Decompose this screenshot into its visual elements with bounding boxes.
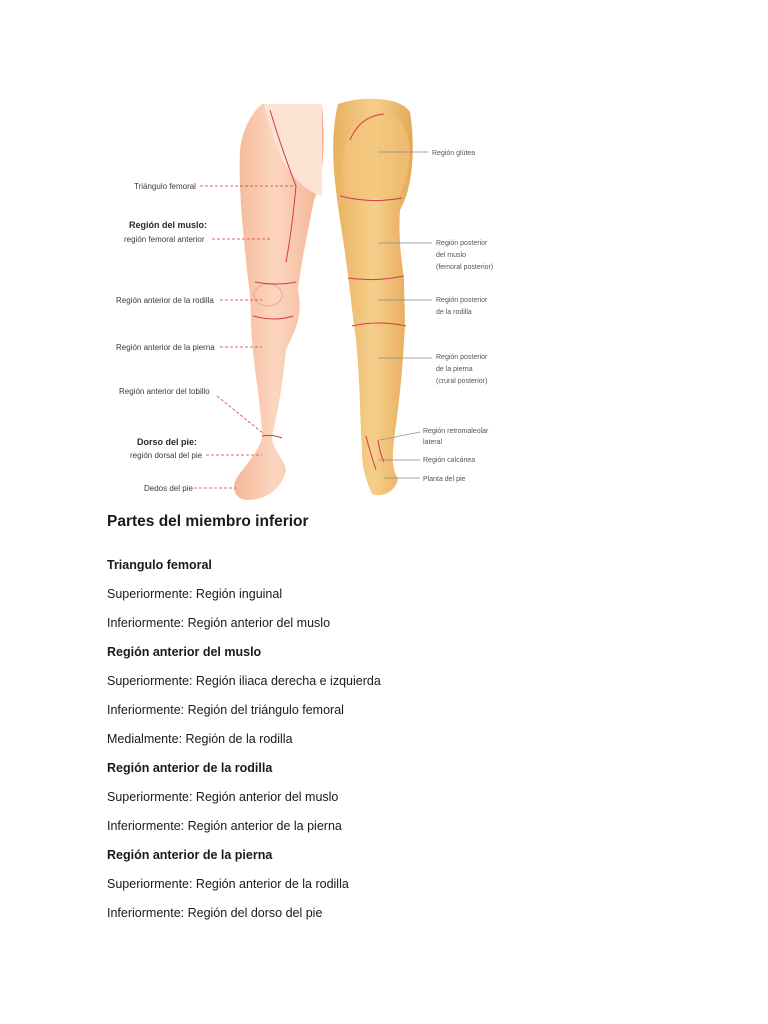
label-pierna-posterior-3: (crural posterior)	[436, 378, 488, 385]
anterior-leg	[234, 104, 323, 500]
label-planta-pie: Planta del pie	[423, 476, 466, 483]
label-dorso-pie: Dorso del pie:	[137, 437, 198, 447]
label-triangulo-femoral: Triángulo femoral	[134, 182, 196, 191]
label-region-femoral-anterior: región femoral anterior	[124, 235, 205, 244]
label-rodilla-anterior: Región anterior de la rodilla	[116, 296, 214, 305]
label-muslo-posterior-3: (femoral posterior)	[436, 264, 494, 271]
label-pierna-posterior-1: Región posterior	[436, 354, 488, 361]
text-line: Superiormente: Región iliaca derecha e izquierda	[107, 674, 381, 688]
document-text	[107, 512, 707, 928]
label-dedos-pie: Dedos del pie	[144, 484, 193, 493]
label-tobillo-anterior: Región anterior del tobillo	[119, 387, 210, 396]
label-region-dorsal-pie: región dorsal del pie	[130, 451, 203, 460]
label-muslo-posterior-2: del muslo	[436, 252, 466, 259]
label-rodilla-posterior-2: de la rodilla	[436, 309, 472, 316]
document-title: Partes del miembro inferior	[107, 513, 309, 530]
text-line: Región anterior del muslo	[107, 645, 262, 659]
text-line: Superiormente: Región anterior del muslo	[107, 790, 339, 804]
text-line: Inferiormente: Región del dorso del pie	[107, 906, 323, 920]
label-pierna-posterior-2: de la pierna	[436, 366, 473, 373]
label-region-calcanea: Región calcánea	[423, 457, 476, 464]
label-muslo-posterior-1: Región posterior	[436, 240, 488, 247]
text-line: Inferiormente: Región del triángulo femoral	[107, 703, 344, 717]
label-region-glutea: Región glútea	[432, 150, 476, 157]
label-retromaleolar-2: lateral	[423, 439, 443, 446]
text-line: Inferiormente: Región anterior del muslo	[107, 616, 331, 630]
document-lines	[107, 551, 707, 928]
label-rodilla-posterior-1: Región posterior	[436, 297, 488, 304]
text-line: Región anterior de la rodilla	[107, 761, 273, 775]
lower-limb-figure	[0, 0, 768, 510]
label-region-muslo: Región del muslo:	[129, 220, 208, 230]
text-line: Superiormente: Región inguinal	[107, 587, 283, 601]
text-line: Triangulo femoral	[107, 558, 212, 572]
text-line: Inferiormente: Región anterior de la pierna	[107, 819, 342, 833]
text-line: Medialmente: Región de la rodilla	[107, 732, 293, 746]
label-retromaleolar-1: Región retromaleolar	[423, 428, 489, 435]
text-line: Superiormente: Región anterior de la rodilla	[107, 877, 349, 891]
label-pierna-anterior: Región anterior de la pierna	[116, 343, 215, 352]
text-line: Región anterior de la pierna	[107, 848, 273, 862]
